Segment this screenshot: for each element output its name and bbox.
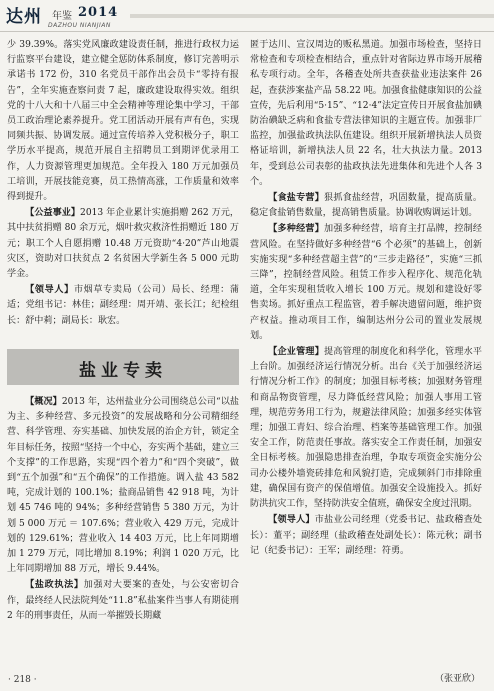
enforcement-text: 加强对大要案的查处，与公安密切合作，最终经人民法院判处“11.8”私盐案件当事人有期徒刑 2 年的刑事责任，从而一举摧毁长期藏 [7, 580, 239, 621]
salt-monopoly-paragraph [250, 190, 482, 221]
author-credit: （张亚欣） [434, 674, 480, 684]
header-logo: 达州 [6, 7, 42, 27]
page-number: · 218 · [8, 675, 37, 685]
overview-paragraph [7, 394, 239, 577]
charity-tag: 【公益事业】 [25, 207, 81, 219]
header-english-title: DAZHOU NIANJIAN [48, 22, 111, 29]
left-column [7, 38, 239, 329]
salt-leaders-text: 市盐业公司经理（党委书记、盐政稽查处长）：董平；副经理（盐政稽查处副处长）：陈元秋；副书记（纪委书记）：王军；副经理：符勇。 [250, 515, 482, 556]
left-paragraph-charity [7, 205, 239, 282]
salt-monopoly-tag: 【食盐专营】 [268, 192, 325, 204]
header-year: 2014 [78, 5, 119, 20]
leaders-text: 市烟草专卖局（公司）局长、经理：蒲适；党组书记：林佳；副经理：周开靖、张长江；纪检组长：舒中莉；副局长：耿宏。 [7, 285, 239, 326]
leaders-tag: 【领导人】 [25, 284, 74, 296]
header-band [130, 14, 494, 18]
salt-leaders-tag: 【领导人】 [268, 514, 315, 526]
section-title: 盐业专卖 [79, 361, 167, 381]
overview-text: 2013 年，达州盐业分公司围绕总公司“以盐为主、多种经营、多元投资”的发展战略和分公司精细经营、科学管理、夯实基础、加快发展的治企方针，锁定全年目标任务，按照“坚持一个中心，夯实两个基础，建立三个支撑”的工作思路，实现“四个着力”和“四个突破”，做到“五个加强”和“五个确保”的工作措施。调入盐 43 582 吨，完成计划的 100.1%；盐商品销售 42 918 吨，为计划 45 746 吨的 94%；多种经营销售 5 380 万元，为计划 5 000 万元 ＝ 107.6%；营业收入 429 万元，完成计划的 129.61%；营业收入 14 403 万元，比上年同期增加 1 279 万元，同比增加 8.19%；利润 1 020 万元，比上年同期增加 88 万元，增长 9.44%。 [7, 397, 239, 575]
right-paragraph-1: 匿于达川、宣汉周边的贩私黑道。加强市场检查，坚持日常检查和专项检查相结合，重点针对省际边界市场开展稽私专项行动。全年，各稽查处所共查获盐业违法案件 26 起，查获涉案盐产品 58.22 吨。加强食盐健康知识的公益宣传，先后利用“5·15”、“12·4”法定宣传日开展食盐加碘防治碘缺乏病和食盐专营法律知识的主题宣传。加强非厂监控，加强盐政执法队伍建设。组织开展新增执法人员资格证培训，新增执法人员 22 名，壮大执法力量。2013 年，受到总公司表彰的盐政执法先进集体和先进个人各 3 个。 [250, 40, 482, 187]
enforcement-paragraph [7, 577, 239, 624]
enforcement-tag: 【盐政执法】 [25, 579, 84, 591]
left-paragraph-1: 少 39.39%。落实党风廉政建设责任制，推进行政权力运行监察平台建设，建立健全惩防体系制度，修订完善明示承诺书 172 份，310 名党员干部作出会员卡“零持有报告”，全年实施查察问责 7 起，廉政建设取得实效。组织党的十八大和十八届三中全会精神等理论集中学习，干部员工政治理论素养提升。党工团活动开展有声有色，实现同频共振、协调发展。通过宣传培养入党积极分子，职工学历水平提高，规范开展自主招聘员工到期评优录用工作，人力资源管理更加规范。全年投入 180 万元加强员工培训，开展技能竞赛，员工热情高涨，工作质量和效率得到提升。 [7, 40, 239, 203]
page-header [0, 0, 494, 34]
diversified-text: 加强多种经营，培育主打品牌，控制经营风险。在坚持做好多种经营“6 个必须”的基础上，创新实施实现“多种经营超主营”的“三步走路径”，实施“三抓三降”，控制经营风险。租赁工作步入程序化、规范化轨道，全年实现租赁收入增长 100 万元。规划和建设好零售卖场。抓好重点工程监管，着手解决遗留问题，维护资产权益。推动项目工作，编制达州分公司的置业发展规划。 [250, 224, 482, 341]
section-title-box [7, 349, 239, 385]
diversified-tag: 【多种经营】 [268, 223, 325, 235]
overview-tag: 【概况】 [25, 396, 62, 407]
management-paragraph [250, 344, 482, 512]
management-text: 提高管理的制度化和科学化，管理水平上台阶。加强经济运行情况分析。出台《关于加强经济运行情况分析工作》的制度；加强目标考核；加强财务管理和商品物资管理，尽力降低经营风险；加强人事用工管理，规范劳务用工行为，规避法律风险；加强多经实体管理；加强工青妇、综合治理、档案等基础管理工作。加强安全工作，防范责任事故。落实安全工作责任制，加强安全日标考核。加强隐患排查治理，争取专项资金实施分公司办公楼外墙瓷砖排危和风貌打造，完成频斜门市排除重建，确保国有资产的保值增值。加强安全设施投入。抓好防洪抗灾工作，坚持防洪安全值班，确保安全度过汛期。 [250, 347, 482, 510]
header-rule [0, 31, 494, 32]
salt-monopoly-text: 狠抓食盐经营，巩固数量，提高质量。稳定食盐销售数量，提高销售质量。协调收购调运计划。 [250, 193, 482, 219]
left-column-lower [7, 394, 239, 624]
right-column [250, 38, 482, 559]
management-tag: 【企业管理】 [268, 346, 325, 358]
salt-leaders-paragraph [250, 512, 482, 559]
charity-text: 2013 年企业累计实施捐赠 262 万元，其中扶贫捐赠 80 余万元，烟叶救灾救济性捐赠近 180 万元；职工个人自愿捐赠 10.48 万元资助“4·20”芦山地震灾区，资助对口扶贫点 2 名贫困大学新生各 5 000 元助学金。 [7, 208, 239, 280]
left-paragraph-leaders [7, 282, 239, 329]
diversified-paragraph [250, 221, 482, 344]
header-yearbook-label: 年鉴 [52, 11, 72, 22]
